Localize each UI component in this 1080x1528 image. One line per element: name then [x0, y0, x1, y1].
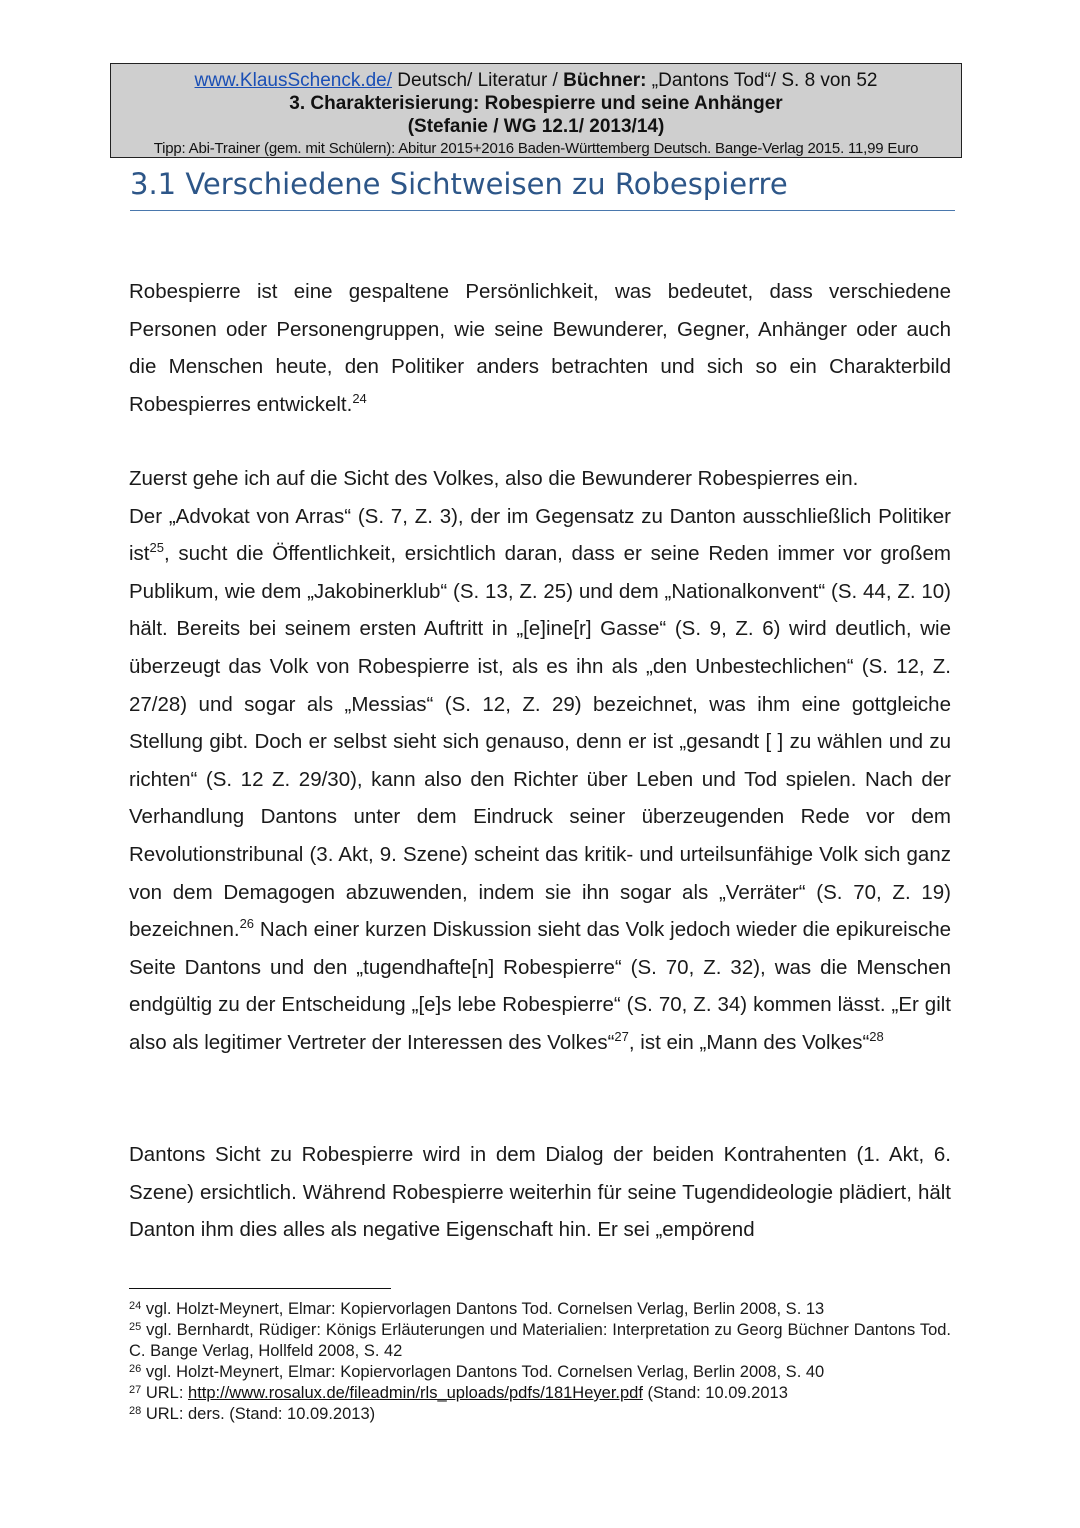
paragraph-1 [129, 273, 951, 423]
footnote-24 [129, 1299, 951, 1320]
paragraph-2-text-a: Der „Advokat von Arras“ (S. 7, Z. 3), der im Gegensatz zu Danton ausschließlich Politiker ist [129, 504, 951, 566]
footnote-26 [129, 1362, 951, 1383]
header-author: Büchner: [563, 70, 647, 91]
footnote-url-suffix: (Stand: 10.09.2013 [642, 1384, 788, 1402]
footnote-text: URL: ders. (Stand: 10.09.2013) [141, 1405, 376, 1423]
footnote-28 [129, 1404, 951, 1425]
footnote-ref-26: 26 [239, 916, 255, 932]
header-tip: Tipp: Abi-Trainer (gem. mit Schülern): Abitur 2015+2016 Baden-Württemberg Deutsch. Bange-Verlag 2015. 11,99 Euro [153, 140, 919, 157]
site-link[interactable]: www.KlausSchenck.de/ [194, 70, 393, 91]
paragraph-2-intro: Zuerst gehe ich auf die Sicht des Volkes, also die Bewunderer Robespierres ein. [129, 467, 859, 490]
footnote-number: 26 [129, 1363, 142, 1375]
paragraph-2 [129, 460, 951, 1062]
footnote-27 [129, 1383, 951, 1404]
footnote-number: 27 [129, 1384, 142, 1396]
footnote-url-link[interactable]: http://www.rosalux.de/fileadmin/rls_uploads/pdfs/181Heyer.pdf [188, 1384, 643, 1402]
footnote-number: 24 [129, 1300, 142, 1312]
paragraph-1-text: Robespierre ist eine gespaltene Persönlichkeit, was bedeutet, dass verschiedene Personen oder Personengruppen, wie seine Bewunderer, Gegner, Anhänger oder auch die Menschen heute, den Politiker anders betrachten und sich so ein Charakterbild Robespierres entwickelt. [129, 280, 951, 416]
footnote-text: vgl. Bernhardt, Rüdiger: Königs Erläuterungen und Materialien: Interpretation zu Georg Büchner Dantons Tod. C. Bange Verlag, Hollfeld 2008, S. 42 [129, 1321, 951, 1360]
header-page-info: „Dantons Tod“/ S. 8 von 52 [646, 70, 878, 91]
paragraph-3-text: Dantons Sicht zu Robespierre wird in dem Dialog der beiden Kontrahenten (1. Akt, 6. Szene) ersichtlich. Während Robespierre weiterhin für seine Tugendideologie plädiert, hält Danton ihm dies alles als negative Eigenschaft hin. Er sei „empörend [129, 1143, 951, 1242]
footnote-number: 25 [129, 1321, 142, 1333]
footnote-ref-27: 27 [614, 1028, 629, 1044]
footnote-text: vgl. Holzt-Meynert, Elmar: Kopiervorlagen Dantons Tod. Cornelsen Verlag, Berlin 2008, S. 40 [141, 1363, 825, 1381]
paragraph-2-text-d: , ist ein „Mann des Volkes“ [628, 1030, 870, 1054]
footnote-25 [129, 1320, 951, 1362]
footnote-separator [129, 1288, 391, 1289]
paragraph-3 [129, 1136, 951, 1249]
paragraph-2-text-b: , sucht die Öffentlichkeit, ersichtlich daran, dass er seine Reden immer vor großem Publikum, wie dem „Jakobinerklub“ (S. 13, Z. 25) und dem „Nationalkonvent“ (S. 44, Z. 10) hält. Bereits bei seinem ersten Auftritt in „[e]ine[r] Gasse“ (S. 9, Z. 6) wird deutlich, wie überzeugt das Volk von Robespierre ist, als es ihn als „den Unbestechlichen“ (S. 12, Z. 27/28) und sogar als „Messias“ (S. 12, Z. 29) bezeichnet, was ihm eine gottgleiche Stellung gibt. Doch er selbst sieht sich genauso, denn er ist „gesandt [ ] zu wählen und zu richten“ (S. 12 Z. 29/30), kann also den Richter über Leben und Tod spielen. Nach der Verhandlung Dantons unter dem Eindruck seiner überzeugenden Rede vor dem Revolutionstribunal (3. Akt, 9. Szene) scheint das kritik- und urteilsunfähige Volk sich ganz von dem Demagogen abzuwenden, indem sie ihn sogar als „Verräter“ (S. 70, Z. 19) bezeichnen. [129, 542, 951, 942]
header-chapter-title: 3. Charakterisierung: Robespierre und seine Anhänger [289, 93, 783, 114]
header-breadcrumb: Deutsch/ Literatur / [392, 70, 564, 91]
section-title: 3.1 Verschiedene Sichtweisen zu Robespierre [130, 162, 955, 211]
header-line-1 [111, 69, 961, 92]
header-author-class: (Stefanie / WG 12.1/ 2013/14) [407, 116, 665, 137]
footnote-ref-24: 24 [352, 390, 367, 406]
page-header [110, 63, 962, 158]
footnote-number: 28 [129, 1405, 142, 1417]
footnotes [129, 1299, 951, 1425]
paragraph-2-text-c: Nach einer kurzen Diskussion sieht das Volk jedoch wieder die epikureische Seite Dantons und den „tugendhafte[n] Robespierre“ (S. 70, Z. 32), was die Menschen endgültig zu der Entscheidung „[e]s lebe Robespierre“ (S. 70, Z. 34) kommen lässt. „Er gilt also als legitimer Vertreter der Interessen des Volkes“ [129, 918, 951, 1054]
footnote-ref-28: 28 [869, 1028, 884, 1044]
footnote-ref-25: 25 [149, 540, 164, 556]
footnote-url-prefix: URL: [141, 1384, 189, 1402]
footnote-text: vgl. Holzt-Meynert, Elmar: Kopiervorlagen Dantons Tod. Cornelsen Verlag, Berlin 2008, S. 13 [141, 1300, 825, 1318]
